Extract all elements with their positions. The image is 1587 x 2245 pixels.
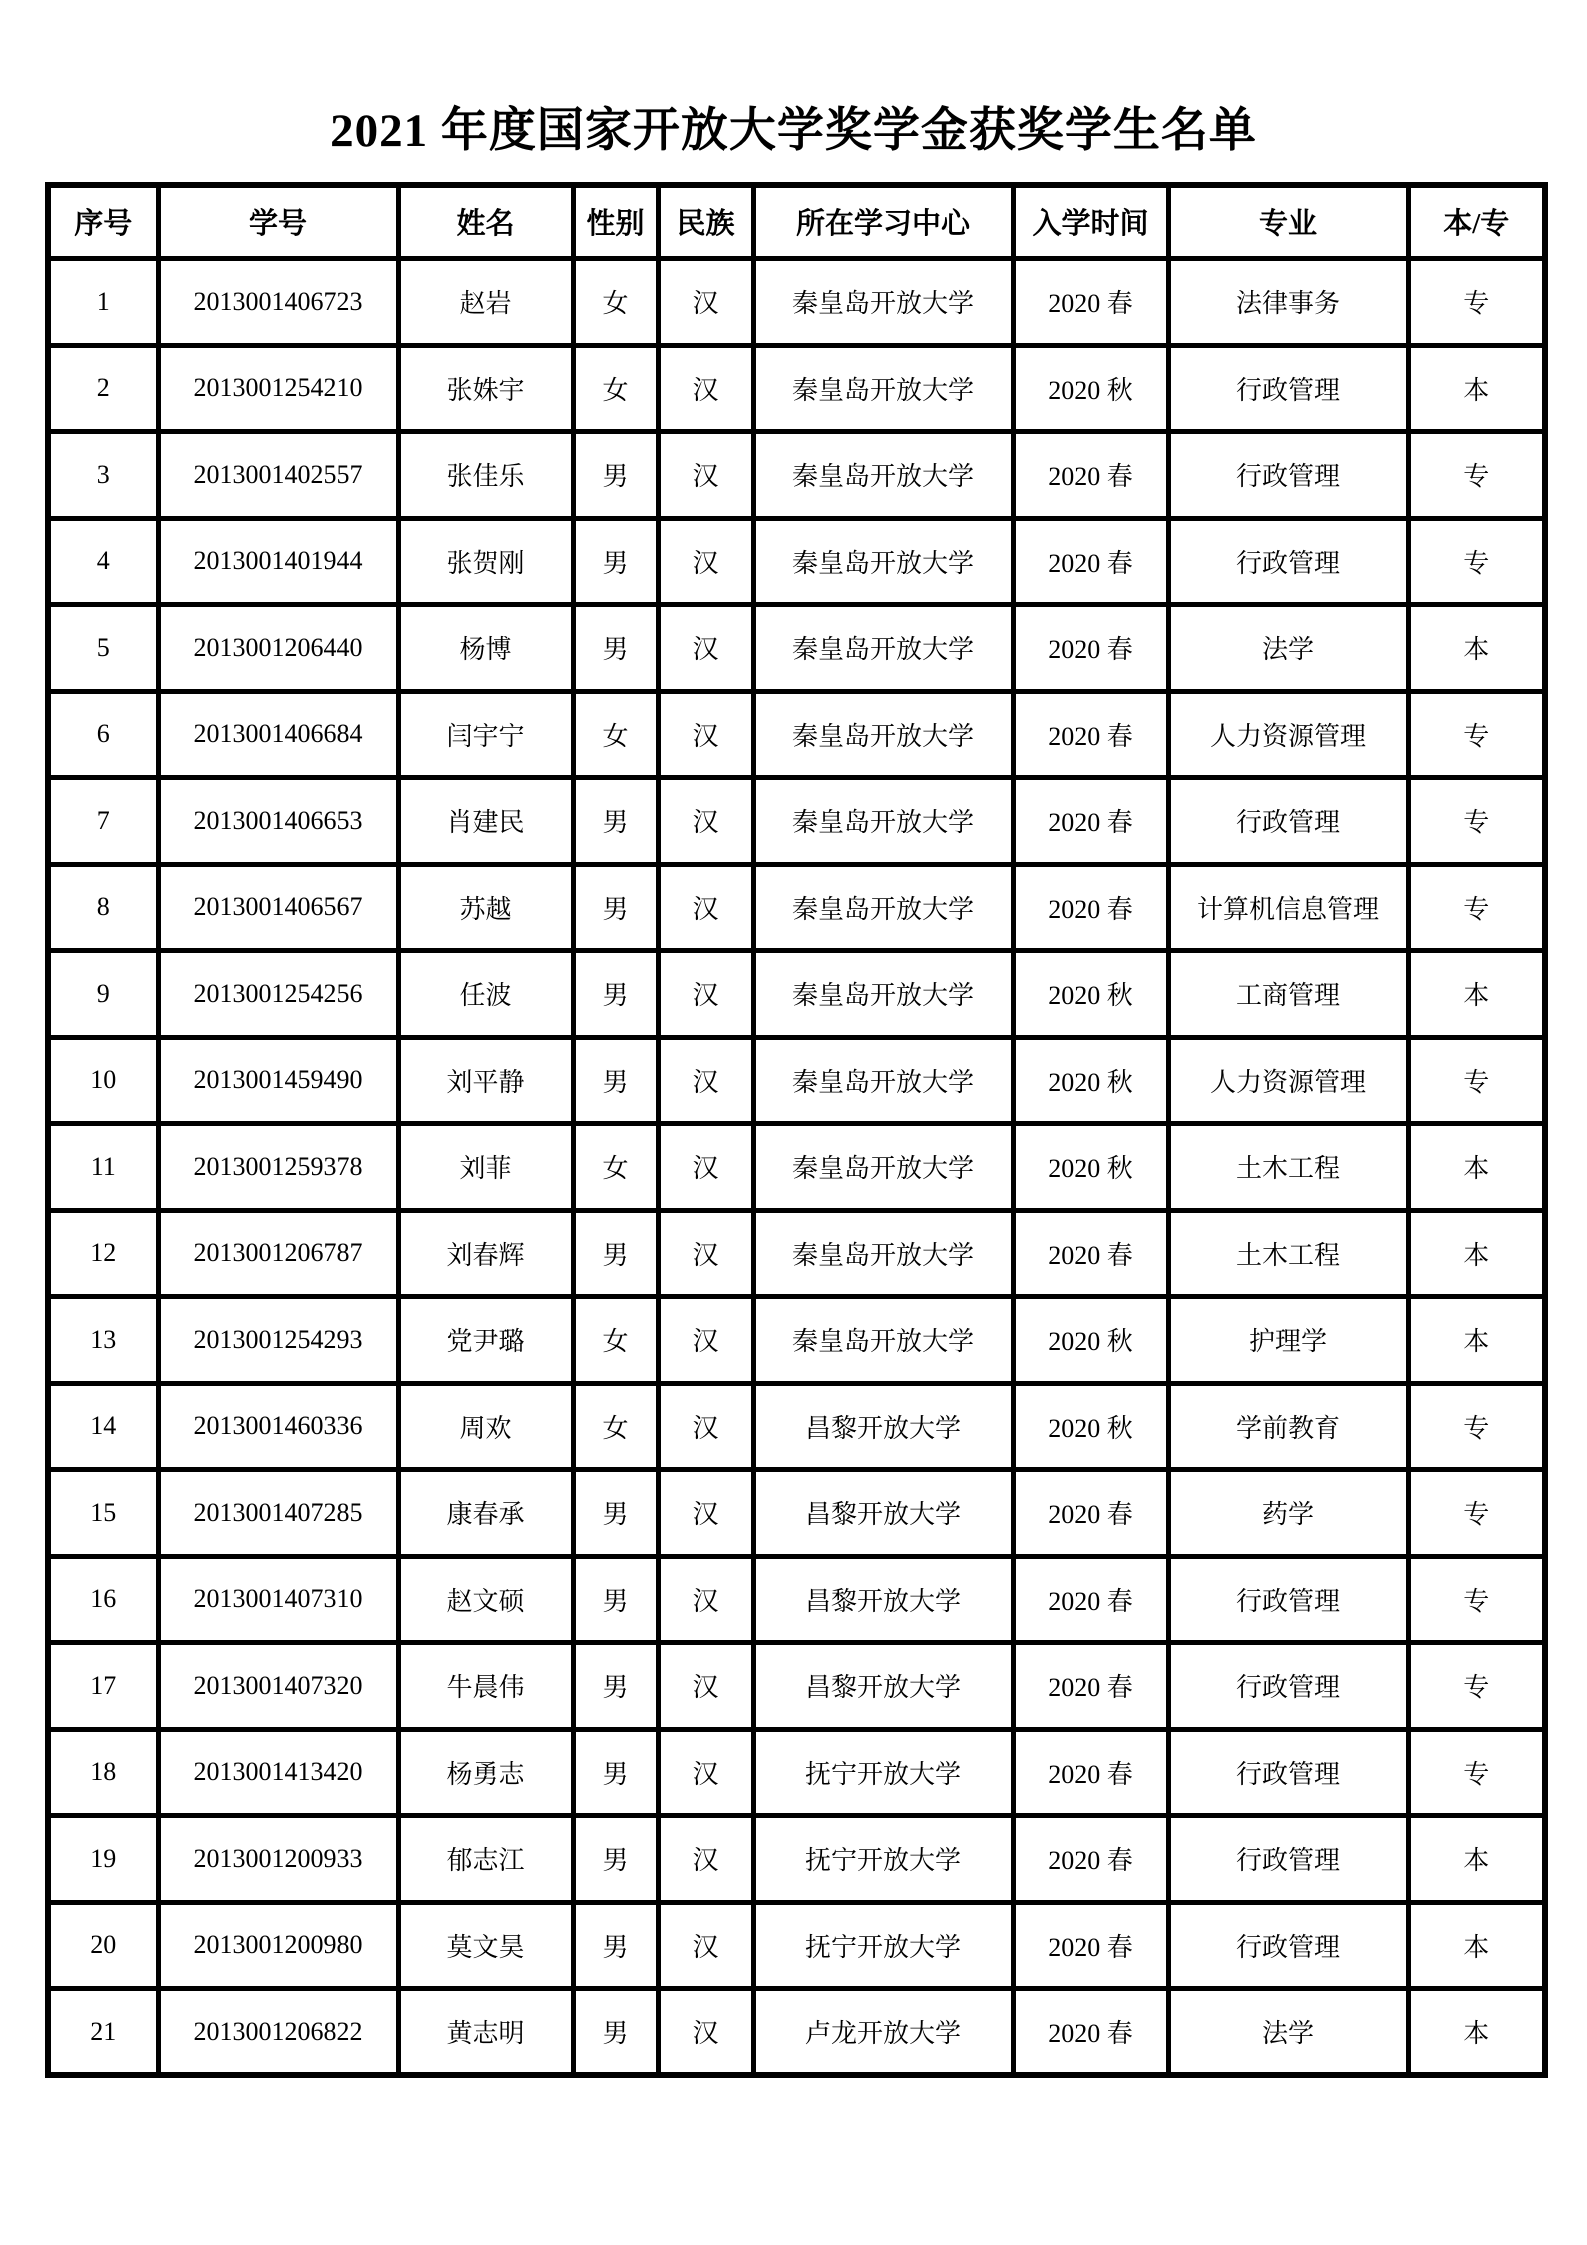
table-cell: 2013001406567 xyxy=(158,864,398,951)
table-cell: 专 xyxy=(1408,864,1545,951)
table-cell: 19 xyxy=(48,1816,158,1903)
table-cell: 秦皇岛开放大学 xyxy=(753,1297,1013,1384)
table-cell: 2020 春 xyxy=(1013,432,1168,519)
table-cell: 2013001206822 xyxy=(158,1989,398,2076)
table-cell: 2013001407310 xyxy=(158,1556,398,1643)
table-row xyxy=(48,1383,1545,1470)
table-cell: 秦皇岛开放大学 xyxy=(753,345,1013,432)
table-cell: 专 xyxy=(1408,432,1545,519)
table-cell: 秦皇岛开放大学 xyxy=(753,778,1013,865)
table-cell: 人力资源管理 xyxy=(1168,1037,1408,1124)
table-cell: 汉 xyxy=(658,1989,753,2076)
table-cell: 汉 xyxy=(658,1902,753,1989)
table-cell: 2013001206440 xyxy=(158,605,398,692)
table-row xyxy=(48,1297,1545,1384)
table-cell: 抚宁开放大学 xyxy=(753,1902,1013,1989)
table-cell: 土木工程 xyxy=(1168,1210,1408,1297)
table-cell: 2020 春 xyxy=(1013,1729,1168,1816)
table-cell: 昌黎开放大学 xyxy=(753,1470,1013,1557)
table-cell: 汉 xyxy=(658,605,753,692)
table-cell: 秦皇岛开放大学 xyxy=(753,864,1013,951)
table-cell: 秦皇岛开放大学 xyxy=(753,518,1013,605)
table-row xyxy=(48,864,1545,951)
table-cell: 2020 春 xyxy=(1013,864,1168,951)
table-cell: 刘菲 xyxy=(398,1124,573,1211)
table-cell: 男 xyxy=(573,518,658,605)
table-row xyxy=(48,691,1545,778)
table-cell: 18 xyxy=(48,1729,158,1816)
table-cell: 汉 xyxy=(658,1383,753,1470)
table-cell: 莫文昊 xyxy=(398,1902,573,1989)
column-header: 专业 xyxy=(1168,185,1408,259)
table-cell: 3 xyxy=(48,432,158,519)
table-row xyxy=(48,432,1545,519)
table-cell: 女 xyxy=(573,691,658,778)
table-cell: 法学 xyxy=(1168,1989,1408,2076)
table-cell: 专 xyxy=(1408,1643,1545,1730)
table-cell: 张佳乐 xyxy=(398,432,573,519)
table-cell: 汉 xyxy=(658,1470,753,1557)
table-row xyxy=(48,1902,1545,1989)
table-cell: 8 xyxy=(48,864,158,951)
table-cell: 男 xyxy=(573,432,658,519)
table-cell: 杨勇志 xyxy=(398,1729,573,1816)
table-cell: 2020 春 xyxy=(1013,1556,1168,1643)
column-header: 姓名 xyxy=(398,185,573,259)
table-cell: 汉 xyxy=(658,1124,753,1211)
table-cell: 2020 春 xyxy=(1013,691,1168,778)
table-cell: 汉 xyxy=(658,259,753,346)
table-cell: 2020 秋 xyxy=(1013,1297,1168,1384)
table-cell: 本 xyxy=(1408,1297,1545,1384)
table-cell: 抚宁开放大学 xyxy=(753,1816,1013,1903)
table-cell: 专 xyxy=(1408,1470,1545,1557)
table-cell: 专 xyxy=(1408,1556,1545,1643)
table-cell: 任波 xyxy=(398,951,573,1038)
table-cell: 14 xyxy=(48,1383,158,1470)
table-cell: 人力资源管理 xyxy=(1168,691,1408,778)
scholarship-table xyxy=(45,182,1548,2079)
table-cell: 康春承 xyxy=(398,1470,573,1557)
table-cell: 汉 xyxy=(658,432,753,519)
table-cell: 行政管理 xyxy=(1168,778,1408,865)
table-cell: 10 xyxy=(48,1037,158,1124)
table-cell: 护理学 xyxy=(1168,1297,1408,1384)
table-cell: 汉 xyxy=(658,1556,753,1643)
table-cell: 女 xyxy=(573,259,658,346)
table-cell: 本 xyxy=(1408,1124,1545,1211)
table-cell: 男 xyxy=(573,1902,658,1989)
column-header: 入学时间 xyxy=(1013,185,1168,259)
table-cell: 行政管理 xyxy=(1168,1816,1408,1903)
table-cell: 2020 春 xyxy=(1013,1816,1168,1903)
table-cell: 2020 春 xyxy=(1013,778,1168,865)
table-cell: 本 xyxy=(1408,345,1545,432)
table-cell: 男 xyxy=(573,1470,658,1557)
table-cell: 2013001200933 xyxy=(158,1816,398,1903)
table-cell: 抚宁开放大学 xyxy=(753,1729,1013,1816)
table-cell: 行政管理 xyxy=(1168,518,1408,605)
table-cell: 汉 xyxy=(658,1037,753,1124)
table-cell: 闫宇宁 xyxy=(398,691,573,778)
table-cell: 2020 春 xyxy=(1013,1902,1168,1989)
table-cell: 药学 xyxy=(1168,1470,1408,1557)
table-cell: 行政管理 xyxy=(1168,1902,1408,1989)
table-cell: 专 xyxy=(1408,691,1545,778)
table-cell: 男 xyxy=(573,1816,658,1903)
table-row xyxy=(48,1729,1545,1816)
column-header: 学号 xyxy=(158,185,398,259)
table-cell: 刘春辉 xyxy=(398,1210,573,1297)
table-cell: 13 xyxy=(48,1297,158,1384)
table-cell: 男 xyxy=(573,1556,658,1643)
table-cell: 2013001254293 xyxy=(158,1297,398,1384)
table-cell: 7 xyxy=(48,778,158,865)
table-cell: 杨博 xyxy=(398,605,573,692)
table-row xyxy=(48,259,1545,346)
table-cell: 本 xyxy=(1408,1210,1545,1297)
table-cell: 2013001200980 xyxy=(158,1902,398,1989)
table-cell: 2020 秋 xyxy=(1013,951,1168,1038)
table-cell: 专 xyxy=(1408,1383,1545,1470)
table-cell: 男 xyxy=(573,1643,658,1730)
table-cell: 20 xyxy=(48,1902,158,1989)
table-cell: 15 xyxy=(48,1470,158,1557)
table-cell: 17 xyxy=(48,1643,158,1730)
table-cell: 秦皇岛开放大学 xyxy=(753,432,1013,519)
table-cell: 2013001254210 xyxy=(158,345,398,432)
table-cell: 男 xyxy=(573,1729,658,1816)
table-cell: 2020 春 xyxy=(1013,1470,1168,1557)
column-header: 本/专 xyxy=(1408,185,1545,259)
table-cell: 昌黎开放大学 xyxy=(753,1643,1013,1730)
table-cell: 2020 春 xyxy=(1013,518,1168,605)
table-cell: 6 xyxy=(48,691,158,778)
table-row xyxy=(48,1816,1545,1903)
table-cell: 2 xyxy=(48,345,158,432)
table-row xyxy=(48,1210,1545,1297)
table-cell: 汉 xyxy=(658,1816,753,1903)
table-cell: 女 xyxy=(573,345,658,432)
table-cell: 法律事务 xyxy=(1168,259,1408,346)
table-cell: 本 xyxy=(1408,1816,1545,1903)
table-cell: 男 xyxy=(573,1210,658,1297)
table-cell: 2013001401944 xyxy=(158,518,398,605)
table-cell: 2013001413420 xyxy=(158,1729,398,1816)
table-cell: 男 xyxy=(573,1037,658,1124)
table-cell: 昌黎开放大学 xyxy=(753,1383,1013,1470)
table-cell: 秦皇岛开放大学 xyxy=(753,1210,1013,1297)
table-cell: 秦皇岛开放大学 xyxy=(753,1124,1013,1211)
table-cell: 专 xyxy=(1408,1037,1545,1124)
column-header: 民族 xyxy=(658,185,753,259)
table-cell: 男 xyxy=(573,951,658,1038)
table-cell: 汉 xyxy=(658,864,753,951)
table-row xyxy=(48,345,1545,432)
table-cell: 2020 春 xyxy=(1013,605,1168,692)
table-cell: 2020 春 xyxy=(1013,259,1168,346)
table-cell: 男 xyxy=(573,864,658,951)
table-cell: 2020 春 xyxy=(1013,1989,1168,2076)
table-cell: 秦皇岛开放大学 xyxy=(753,1037,1013,1124)
table-cell: 周欢 xyxy=(398,1383,573,1470)
page-title: 2021 年度国家开放大学奖学金获奖学生名单 xyxy=(330,105,1257,157)
table-cell: 行政管理 xyxy=(1168,345,1408,432)
table-cell: 刘平静 xyxy=(398,1037,573,1124)
table-cell: 2013001254256 xyxy=(158,951,398,1038)
table-cell: 汉 xyxy=(658,778,753,865)
table-cell: 法学 xyxy=(1168,605,1408,692)
table-cell: 行政管理 xyxy=(1168,1729,1408,1816)
table-cell: 赵岩 xyxy=(398,259,573,346)
table-cell: 2020 秋 xyxy=(1013,1037,1168,1124)
table-cell: 女 xyxy=(573,1383,658,1470)
table-cell: 本 xyxy=(1408,1989,1545,2076)
table-cell: 汉 xyxy=(658,691,753,778)
table-cell: 土木工程 xyxy=(1168,1124,1408,1211)
table-cell: 计算机信息管理 xyxy=(1168,864,1408,951)
table-cell: 行政管理 xyxy=(1168,1556,1408,1643)
table-cell: 2013001402557 xyxy=(158,432,398,519)
column-header: 所在学习中心 xyxy=(753,185,1013,259)
table-cell: 专 xyxy=(1408,1729,1545,1816)
table-cell: 黄志明 xyxy=(398,1989,573,2076)
table-cell: 汉 xyxy=(658,518,753,605)
table-cell: 2013001407285 xyxy=(158,1470,398,1557)
table-cell: 1 xyxy=(48,259,158,346)
table-row xyxy=(48,1124,1545,1211)
table-cell: 5 xyxy=(48,605,158,692)
table-cell: 2020 秋 xyxy=(1013,1383,1168,1470)
table-cell: 专 xyxy=(1408,778,1545,865)
table-cell: 张贺刚 xyxy=(398,518,573,605)
table-cell: 昌黎开放大学 xyxy=(753,1556,1013,1643)
table-cell: 郁志江 xyxy=(398,1816,573,1903)
table-cell: 张姝宇 xyxy=(398,345,573,432)
table-cell: 9 xyxy=(48,951,158,1038)
table-cell: 专 xyxy=(1408,259,1545,346)
table-cell: 苏越 xyxy=(398,864,573,951)
table-row xyxy=(48,951,1545,1038)
table-cell: 本 xyxy=(1408,605,1545,692)
table-cell: 秦皇岛开放大学 xyxy=(753,691,1013,778)
table-cell: 2013001206787 xyxy=(158,1210,398,1297)
table-cell: 卢龙开放大学 xyxy=(753,1989,1013,2076)
table-cell: 赵文硕 xyxy=(398,1556,573,1643)
table-cell: 秦皇岛开放大学 xyxy=(753,259,1013,346)
table-cell: 党尹璐 xyxy=(398,1297,573,1384)
table-cell: 男 xyxy=(573,1989,658,2076)
table-cell: 男 xyxy=(573,605,658,692)
table-row xyxy=(48,1556,1545,1643)
table-header-row xyxy=(48,185,1545,259)
table-row xyxy=(48,1037,1545,1124)
table-cell: 行政管理 xyxy=(1168,1643,1408,1730)
table-cell: 秦皇岛开放大学 xyxy=(753,605,1013,692)
table-cell: 汉 xyxy=(658,1297,753,1384)
table-cell: 牛晨伟 xyxy=(398,1643,573,1730)
table-cell: 肖建民 xyxy=(398,778,573,865)
table-cell: 2013001459490 xyxy=(158,1037,398,1124)
column-header: 性别 xyxy=(573,185,658,259)
table-row xyxy=(48,1470,1545,1557)
table-cell: 汉 xyxy=(658,951,753,1038)
table-cell: 2013001407320 xyxy=(158,1643,398,1730)
table-cell: 2013001406684 xyxy=(158,691,398,778)
table-row xyxy=(48,1643,1545,1730)
table-cell: 行政管理 xyxy=(1168,432,1408,519)
table-cell: 12 xyxy=(48,1210,158,1297)
table-cell: 男 xyxy=(573,778,658,865)
table-cell: 11 xyxy=(48,1124,158,1211)
table-cell: 本 xyxy=(1408,951,1545,1038)
table-cell: 2013001460336 xyxy=(158,1383,398,1470)
table-cell: 2013001406723 xyxy=(158,259,398,346)
table-cell: 秦皇岛开放大学 xyxy=(753,951,1013,1038)
table-row xyxy=(48,518,1545,605)
table-cell: 专 xyxy=(1408,518,1545,605)
table-cell: 汉 xyxy=(658,1729,753,1816)
table-cell: 16 xyxy=(48,1556,158,1643)
table-cell: 女 xyxy=(573,1124,658,1211)
table-cell: 女 xyxy=(573,1297,658,1384)
table-row xyxy=(48,1989,1545,2076)
table-cell: 汉 xyxy=(658,1210,753,1297)
table-cell: 学前教育 xyxy=(1168,1383,1408,1470)
table-cell: 21 xyxy=(48,1989,158,2076)
table-cell: 2020 秋 xyxy=(1013,345,1168,432)
column-header: 序号 xyxy=(48,185,158,259)
table-cell: 2020 秋 xyxy=(1013,1124,1168,1211)
table-cell: 工商管理 xyxy=(1168,951,1408,1038)
table-cell: 汉 xyxy=(658,345,753,432)
table-cell: 本 xyxy=(1408,1902,1545,1989)
table-cell: 汉 xyxy=(658,1643,753,1730)
table-cell: 4 xyxy=(48,518,158,605)
table-row xyxy=(48,605,1545,692)
table-cell: 2020 春 xyxy=(1013,1210,1168,1297)
table-cell: 2020 春 xyxy=(1013,1643,1168,1730)
table-cell: 2013001406653 xyxy=(158,778,398,865)
table-cell: 2013001259378 xyxy=(158,1124,398,1211)
table-row xyxy=(48,778,1545,865)
